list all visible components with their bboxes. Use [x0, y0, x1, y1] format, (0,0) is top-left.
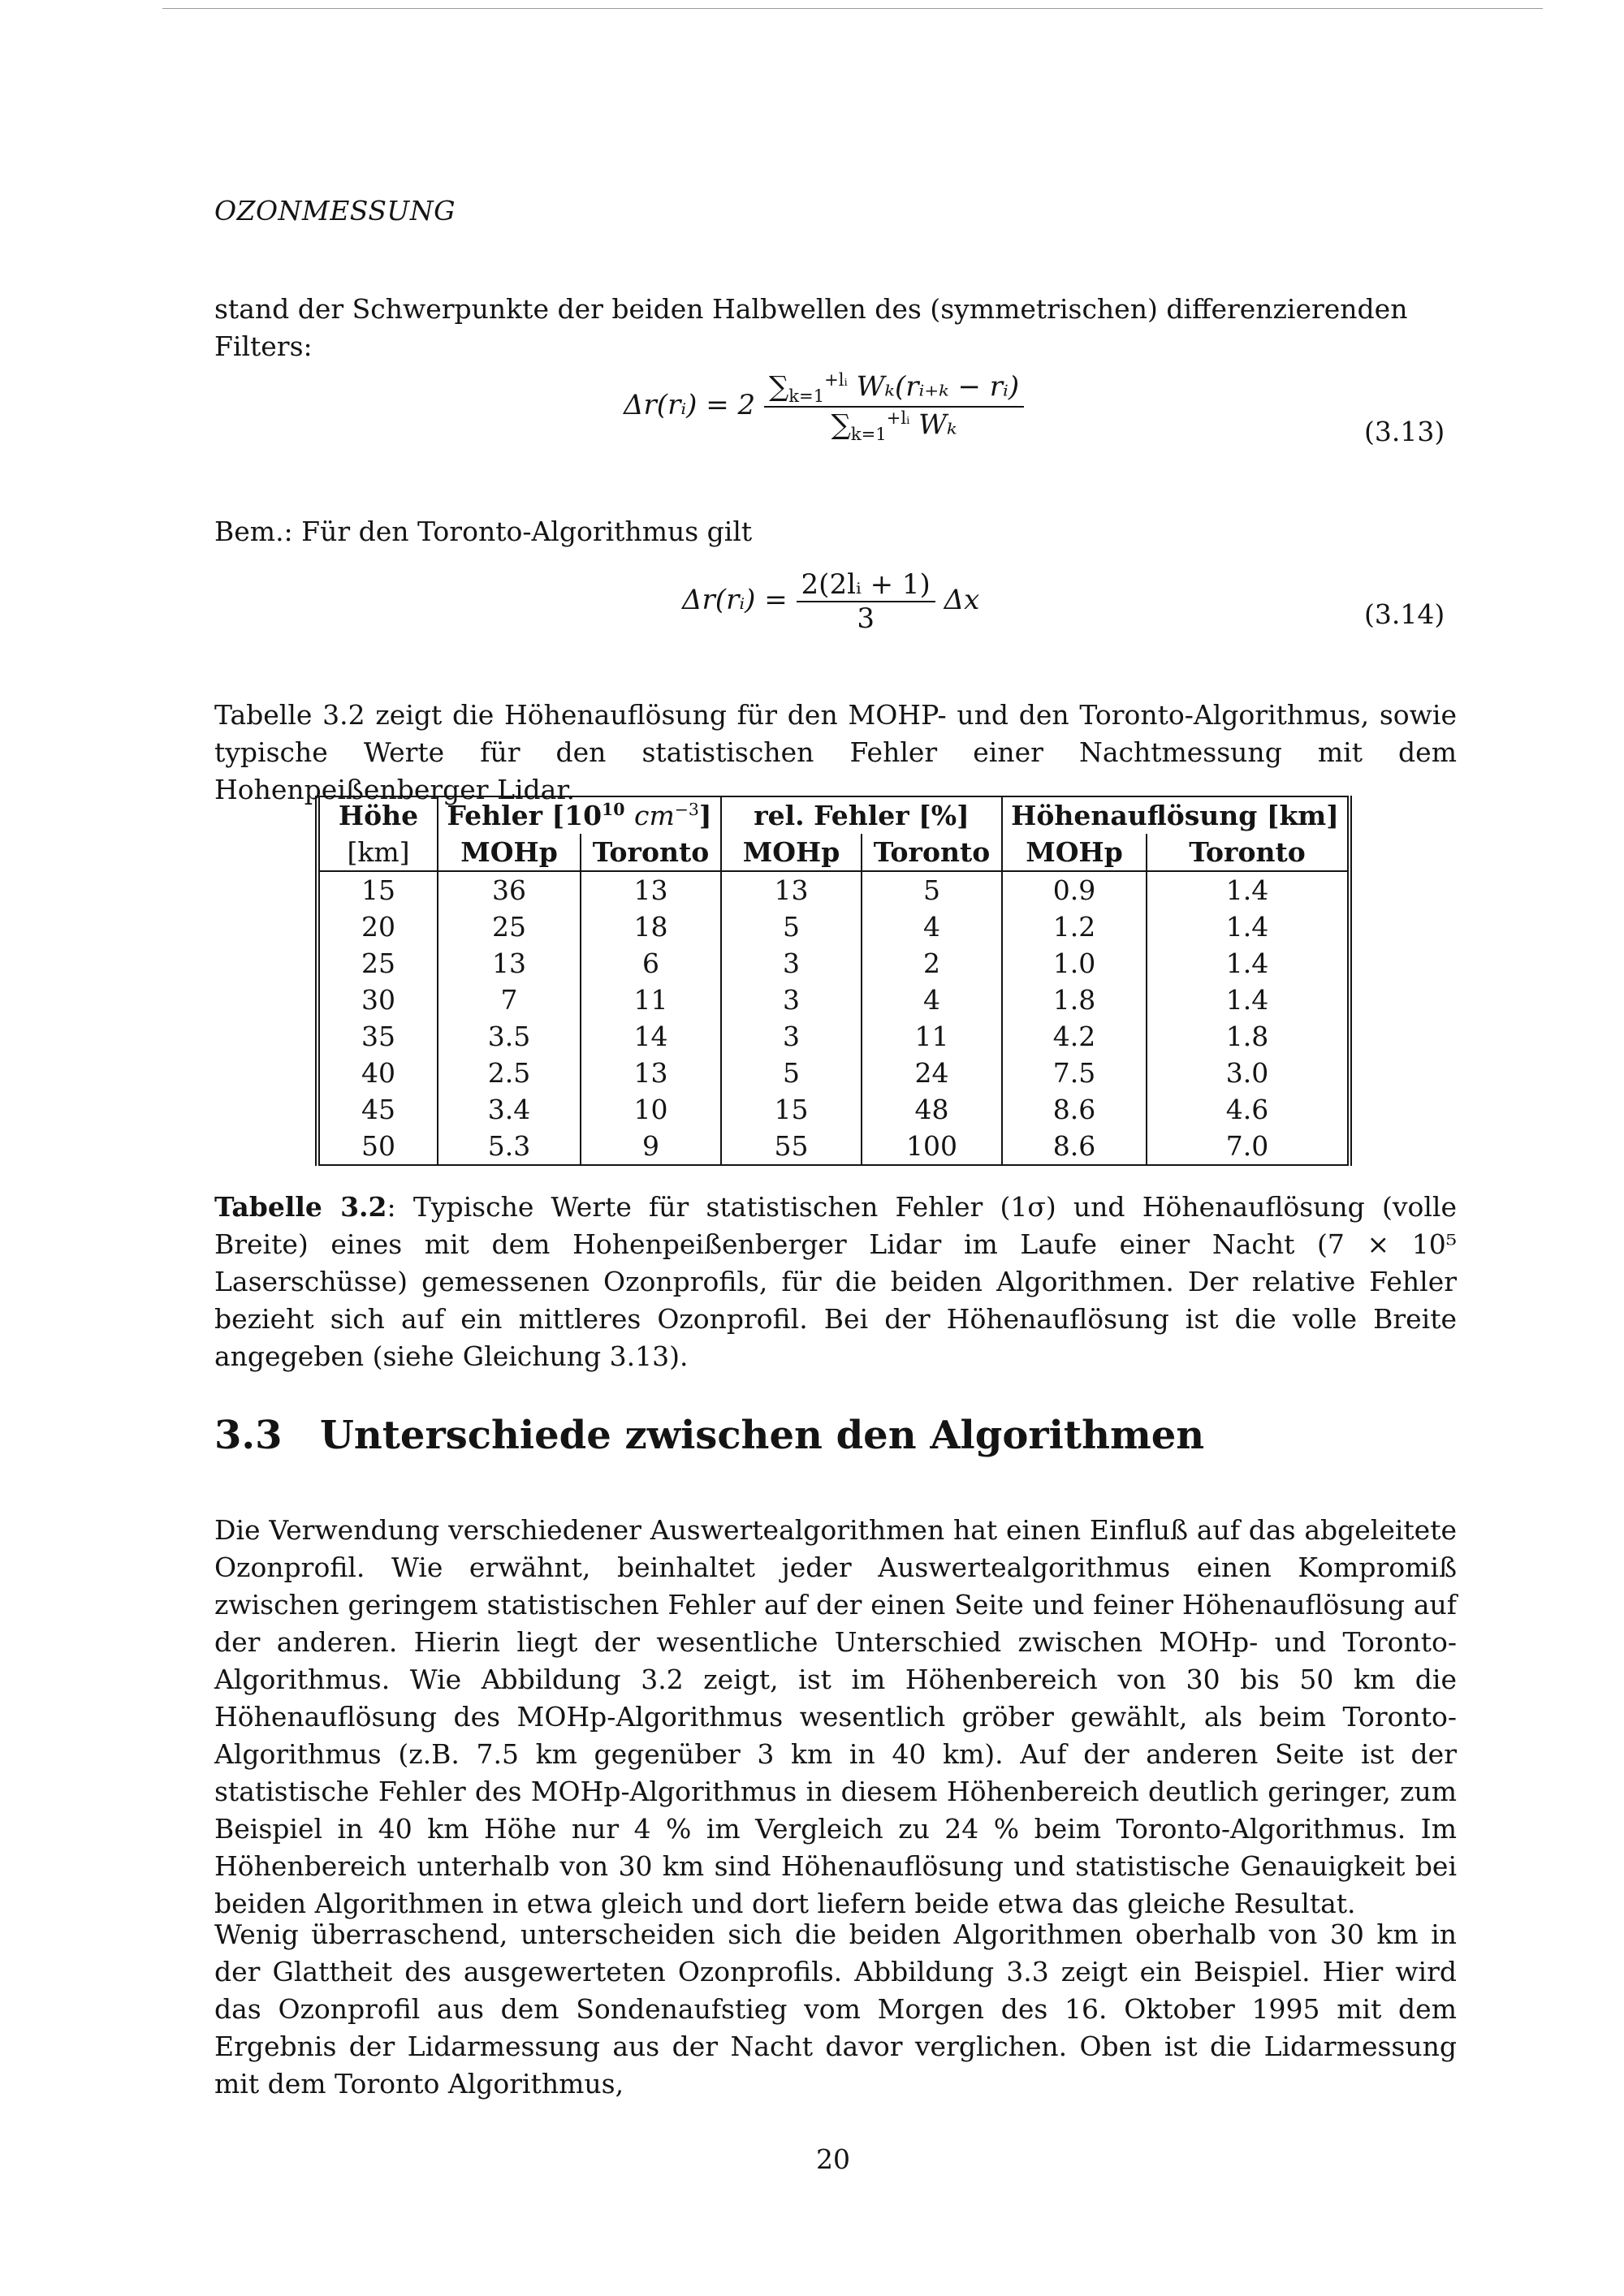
cell: 2.5 [438, 1055, 581, 1091]
cell: 6 [581, 945, 721, 982]
table-row [317, 1091, 1350, 1128]
th-toronto-1: Toronto [581, 834, 721, 871]
cell: 13 [721, 871, 862, 908]
cell: 3.5 [438, 1018, 581, 1055]
eq14-lhs: Δr(rᵢ) = [682, 584, 788, 616]
th-fehler-exp: 10 [602, 800, 625, 819]
page-number: 20 [816, 2143, 850, 2175]
cell: 1.2 [1002, 908, 1147, 945]
eq13-num-expr: Wₖ(rᵢ₊ₖ − rᵢ) [856, 370, 1020, 404]
cell: 24 [862, 1055, 1002, 1091]
th-mohp-1: MOHp [438, 834, 581, 871]
cell: 1.0 [1002, 945, 1147, 982]
cell: 2 [862, 945, 1002, 982]
cell: 11 [581, 982, 721, 1018]
cell: 13 [581, 871, 721, 908]
th-mohp-3: MOHp [1002, 834, 1147, 871]
cell: 8.6 [1002, 1091, 1147, 1128]
data-table [315, 796, 1352, 1166]
paragraph-algorithms: Die Verwendung verschiedener Auswertealgorithmen hat einen Einfluß auf das abgeleitete Ozonprofil. Wie erwähnt, beinhaltet jeder Auswertealgorithmus einen Kompromiß zwischen geringem statistischen Fehler auf der einen Seite und feiner Höhenauflösung auf der anderen. Hierin liegt der wesentliche Unterschied zwischen MOHp- und Toronto-Algorithmus. Wie Abbildung 3.2 zeigt, ist im Höhenbereich von 30 bis 50 km die Höhenauflösung des MOHp-Algorithmus wesentlich gröber gewählt, als beim Toronto-Algorithmus (z.B. 7.5 km gegenüber 3 km in 40 km). Auf der anderen Seite ist der statistische Fehler des MOHp-Algorithmus in diesem Höhenbereich deutlich geringer, zum Beispiel in 40 km Höhe nur 4 % im Vergleich zu 24 % beim Toronto-Algorithmus. Im Höhenbereich unterhalb von 30 km sind Höhenauflösung und statistische Genauigkeit bei beiden Algorithmen in etwa gleich und dort liefern beide etwa das gleiche Resultat. [214, 1514, 1457, 1919]
scan-edge-line [162, 8, 1543, 9]
cell: 3.4 [438, 1091, 581, 1128]
cell: 50 [317, 1128, 438, 1165]
cell: 3 [721, 945, 862, 982]
table-row [317, 1128, 1350, 1165]
cell: 5 [721, 1055, 862, 1091]
eq13-lhs: Δr(rᵢ) = 2 [624, 389, 756, 422]
cell: 30 [317, 982, 438, 1018]
table-caption [214, 1189, 1457, 1375]
cell: 11 [862, 1018, 1002, 1055]
cell: 5 [721, 908, 862, 945]
equation-3-14 [682, 568, 979, 635]
bem-note: Bem.: Für den Toronto-Algorithmus gilt [214, 516, 753, 547]
cell: 1.8 [1002, 982, 1147, 1018]
eq13-den-expr: Wₖ [918, 408, 957, 442]
cell: 1.4 [1147, 871, 1350, 908]
cell: 14 [581, 1018, 721, 1055]
th-hoehe: Höhe [317, 796, 438, 834]
th-mohp-2: MOHp [721, 834, 862, 871]
cell: 7 [438, 982, 581, 1018]
table-row [317, 908, 1350, 945]
section-title: Unterschiede zwischen den Algorithmen [320, 1413, 1205, 1458]
paragraph-table-intro: Tabelle 3.2 zeigt die Höhenauflösung für den MOHP- und den Toronto-Algorithmus, sowie typische Werte für den statistischen Fehler einer Nachtmessung mit dem Hohenpeißenberger Lidar. [214, 699, 1457, 805]
cell: 10 [581, 1091, 721, 1128]
running-header: OZONMESSUNG [214, 195, 456, 227]
table-row [317, 871, 1350, 908]
cell: 3.0 [1147, 1055, 1350, 1091]
cell: 5.3 [438, 1128, 581, 1165]
eq14-fraction [797, 568, 935, 635]
th-toronto-2: Toronto [862, 834, 1002, 871]
table-row [317, 945, 1350, 982]
cell: 15 [317, 871, 438, 908]
cell: 15 [721, 1091, 862, 1128]
th-fehler-unit: cm [633, 800, 675, 831]
cell: 25 [438, 908, 581, 945]
data-table-wrapper [315, 796, 1352, 1166]
cell: 25 [317, 945, 438, 982]
th-rel-fehler: rel. Fehler [%] [721, 796, 1002, 834]
cell: 1.4 [1147, 982, 1350, 1018]
th-km: [km] [317, 834, 438, 871]
eq14-rhs: Δx [944, 584, 980, 616]
intro-paragraph: stand der Schwerpunkte der beiden Halbwellen des (symmetrischen) differenzierenden Filters: [214, 293, 1408, 362]
eq14-number: (3.14) [1364, 598, 1445, 630]
th-fehler-unit-exp: −3 [674, 800, 699, 819]
caption-label: Tabelle 3.2 [214, 1191, 387, 1223]
cell: 48 [862, 1091, 1002, 1128]
eq13-numerator: $\sum_{k=1}^{+lᵢ}$ Wₖ(rᵢ₊ₖ − rᵢ) [764, 369, 1024, 408]
cell: 4 [862, 982, 1002, 1018]
eq13-fraction [764, 369, 1024, 444]
cell: 3 [721, 982, 862, 1018]
cell: 3 [721, 1018, 862, 1055]
th-fehler: Fehler [$10^{10}$ $cm^{-3}$] [438, 796, 721, 834]
cell: 7.0 [1147, 1128, 1350, 1165]
table-body [317, 871, 1350, 1165]
eq14-numerator: 2(2lᵢ + 1) [797, 568, 935, 602]
cell: 7.5 [1002, 1055, 1147, 1091]
table-row [317, 982, 1350, 1018]
eq14-denominator: 3 [857, 602, 875, 635]
section-heading [214, 1413, 1204, 1458]
cell: 13 [438, 945, 581, 982]
cell: 35 [317, 1018, 438, 1055]
caption-text: : Typische Werte für statistischen Fehler (1σ) und Höhenauflösung (volle Breite) eines mit dem Hohenpeißenberger Lidar im Laufe einer Nacht (7 × 10⁵ Laserschüsse) gemessenen Ozonprofils, für die beiden Algorithmen. Der relative Fehler bezieht sich auf ein mittleres Ozonprofil. Bei der Höhenauflösung ist die volle Breite angegeben (siehe Gleichung 3.13). [214, 1191, 1457, 1372]
cell: 36 [438, 871, 581, 908]
section-number: 3.3 [214, 1413, 283, 1458]
cell: 1.4 [1147, 945, 1350, 982]
eq13-denominator: $\sum_{k=1}^{+lᵢ}$ Wₖ [831, 408, 957, 445]
cell: 8.6 [1002, 1128, 1147, 1165]
th-fehler-text: Fehler [10 [447, 800, 603, 831]
cell: 40 [317, 1055, 438, 1091]
cell: 100 [862, 1128, 1002, 1165]
cell: 4 [862, 908, 1002, 945]
cell: 55 [721, 1128, 862, 1165]
cell: 5 [862, 871, 1002, 908]
equation-3-13 [624, 369, 1024, 444]
cell: 1.8 [1147, 1018, 1350, 1055]
cell: 45 [317, 1091, 438, 1128]
cell: 4.2 [1002, 1018, 1147, 1055]
th-aufloesung: Höhenauflösung [km] [1002, 796, 1350, 834]
sum-symbol: ∑ [768, 370, 789, 404]
th-toronto-3: Toronto [1147, 834, 1350, 871]
cell: 4.6 [1147, 1091, 1350, 1128]
cell: 1.4 [1147, 908, 1350, 945]
paragraph-smoothness: Wenig überraschend, unterscheiden sich die beiden Algorithmen oberhalb von 30 km in der Glattheit des ausgewerteten Ozonprofils. Abbildung 3.3 zeigt ein Beispiel. Hier wird das Ozonprofil aus dem Sondenaufstieg vom Morgen des 16. Oktober 1995 mit dem Ergebnis der Lidarmessung aus der Nacht davor verglichen. Oben ist die Lidarmessung mit dem Toronto Algorithmus, [214, 1918, 1457, 2100]
cell: 9 [581, 1128, 721, 1165]
cell: 18 [581, 908, 721, 945]
sum-symbol: ∑ [831, 408, 851, 442]
cell: 20 [317, 908, 438, 945]
cell: 13 [581, 1055, 721, 1091]
table-row [317, 1018, 1350, 1055]
cell: 0.9 [1002, 871, 1147, 908]
table-row [317, 1055, 1350, 1091]
eq13-number: (3.13) [1364, 416, 1445, 447]
